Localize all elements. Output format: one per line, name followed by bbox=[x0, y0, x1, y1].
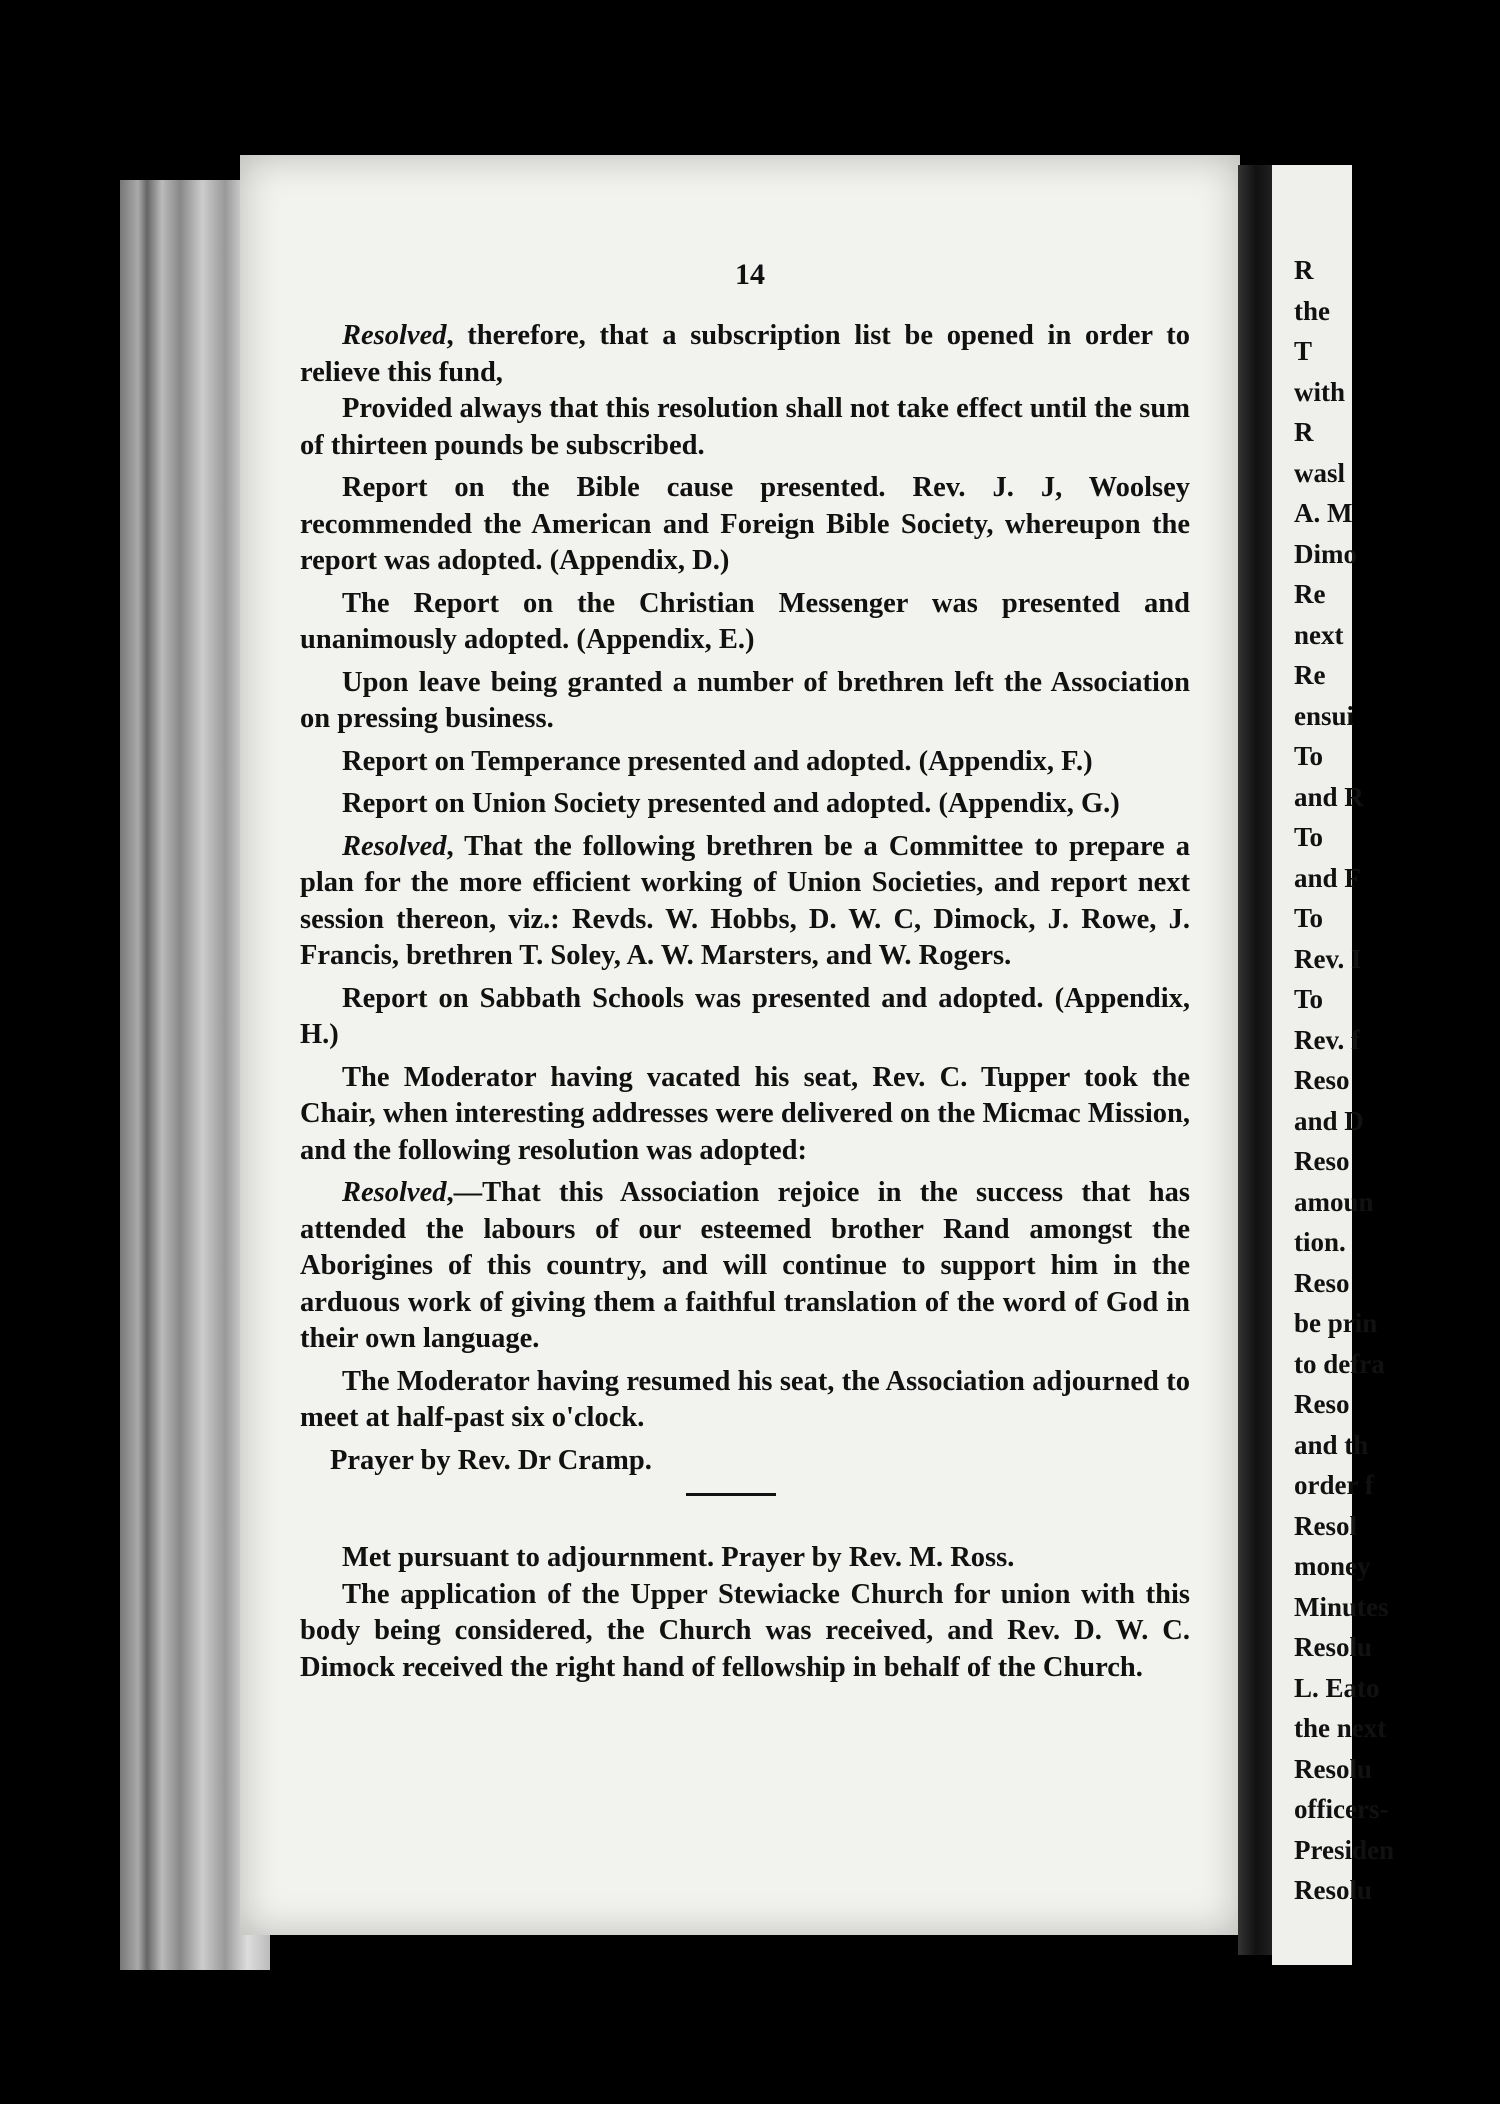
paragraph-text: Report on Temperance presented and adopted. (Appendix, F.) bbox=[342, 745, 1093, 777]
next-page-fragment: Reso bbox=[1294, 1389, 1350, 1419]
next-page-fragment: money bbox=[1294, 1551, 1371, 1581]
book-gutter bbox=[1238, 165, 1274, 1955]
paragraph-text: , therefore, that a subscription list be opened in order to relieve this fund, bbox=[300, 320, 1190, 388]
next-page-fragment: and th bbox=[1294, 1429, 1369, 1460]
resolved-lead: Resolved bbox=[342, 1177, 447, 1208]
next-page-fragment: wasl bbox=[1294, 457, 1346, 488]
paragraph bbox=[300, 744, 1190, 781]
paragraph-text: Provided always that this resolution shall not take effect until the sum of thirteen pounds be subscribed. bbox=[300, 393, 1190, 461]
resolved-lead: Resolved bbox=[342, 320, 447, 351]
next-page-fragment: Dimo bbox=[1294, 538, 1357, 569]
main-text bbox=[300, 318, 1190, 1479]
next-page-fragment: amoun bbox=[1294, 1186, 1374, 1217]
paragraph bbox=[300, 1364, 1190, 1437]
paragraph bbox=[300, 470, 1190, 580]
paragraph bbox=[300, 1443, 1190, 1480]
next-page-fragment: be prin bbox=[1294, 1308, 1378, 1338]
paragraph bbox=[300, 786, 1190, 823]
paragraph-text: Report on Sabbath Schools was presented and adopted. (Appendix, H.) bbox=[300, 982, 1190, 1050]
next-page-fragment: To bbox=[1294, 984, 1324, 1014]
next-page-fragment: ensui bbox=[1294, 700, 1355, 731]
paragraph: The application of the Upper Stewiacke Church for union with this body being considered, the Church was received, and Rev. D. W. C. Dimock received the right hand of fellowship in behalf of the Church. bbox=[300, 1578, 1190, 1683]
next-page-fragment: Resolu bbox=[1294, 1875, 1373, 1905]
next-page-fragment: and F bbox=[1294, 862, 1361, 893]
next-page-fragment: Resolu bbox=[1294, 1753, 1373, 1784]
paragraph-text: The Moderator having resumed his seat, the Association adjourned to meet at half-past six o'clock. bbox=[300, 1365, 1190, 1433]
paragraph bbox=[300, 829, 1190, 975]
next-page-fragment: Re bbox=[1294, 660, 1326, 690]
section-divider bbox=[686, 1493, 776, 1496]
next-page-fragment: officers- bbox=[1294, 1794, 1389, 1824]
next-page-fragment: Re bbox=[1294, 579, 1326, 609]
next-page-fragment: Reso bbox=[1294, 1267, 1350, 1298]
page-number: 14 bbox=[735, 258, 765, 291]
paragraph bbox=[300, 1060, 1190, 1170]
next-page-fragment: Rev. I bbox=[1294, 943, 1362, 974]
paragraph-text: , That the following brethren be a Committee to prepare a plan for the more efficient working of Union Societies, and report next session thereon, viz.: Revds. W. Hobbs, D. W. C, Dimock, J. Rowe, J. Francis, brethren T. Soley, A. W. Marsters, and W. Rogers. bbox=[300, 830, 1190, 971]
next-page-fragment: Resolu bbox=[1294, 1632, 1373, 1662]
paragraph bbox=[300, 318, 1190, 391]
next-page-fragment: Reso bbox=[1294, 1146, 1350, 1176]
paragraph-text: Report on the Bible cause presented. Rev. J. J, Woolsey recommended the American and Foreign Bible Society, whereupon the report was adopted. (Appendix, D.) bbox=[300, 472, 1190, 576]
next-page-fragment: Resol bbox=[1294, 1510, 1357, 1541]
paragraph bbox=[300, 981, 1190, 1054]
paragraph-text: Prayer by Rev. Dr Cramp. bbox=[330, 1444, 652, 1476]
next-page-fragment: Rev. f bbox=[1294, 1024, 1360, 1055]
paragraph-text: Upon leave being granted a number of brethren left the Association on pressing business. bbox=[300, 666, 1190, 734]
paragraph bbox=[300, 586, 1190, 659]
paragraph-text: Report on Union Society presented and adopted. (Appendix, G.) bbox=[342, 788, 1120, 819]
next-page-fragment: next bbox=[1294, 619, 1344, 650]
paragraph-text: ,—That this Association rejoice in the success that has attended the labours of our esteemed brother Rand amongst the Aborigines of this country, and will continue to support him in the arduous work of giving them a faithful translation of the word of God in their own language. bbox=[300, 1177, 1190, 1354]
paragraph-text: The Report on the Christian Messenger was presented and unanimously adopted. (Appendix, E.) bbox=[300, 587, 1190, 655]
next-page-fragment: Presiden bbox=[1294, 1834, 1394, 1865]
next-page-fragment: To bbox=[1294, 903, 1324, 933]
next-page-fragment: A. M bbox=[1294, 498, 1353, 528]
next-page-fragment: with bbox=[1294, 376, 1346, 407]
next-page-fragment: Reso bbox=[1294, 1065, 1350, 1095]
paragraph bbox=[300, 665, 1190, 738]
next-page-fragment: To bbox=[1294, 741, 1324, 771]
next-page-fragment: the next bbox=[1294, 1713, 1387, 1743]
next-page-fragment: T bbox=[1294, 336, 1313, 366]
paragraph: Met pursuant to adjournment. Prayer by Rev. M. Ross. bbox=[342, 1542, 1015, 1573]
next-page-edge bbox=[1272, 165, 1394, 1965]
next-page-fragment: R bbox=[1294, 417, 1314, 447]
paragraph-text: The Moderator having vacated his seat, Rev. C. Tupper took the Chair, when interesting addresses were delivered on the Micmac Mission, and the following resolution was adopted: bbox=[300, 1061, 1190, 1166]
next-page-fragment: Minutes bbox=[1294, 1591, 1389, 1622]
next-page-fragment: L. Eato bbox=[1294, 1672, 1380, 1703]
next-page-fragment: and D bbox=[1294, 1105, 1364, 1136]
next-page-fragment: and R bbox=[1294, 781, 1364, 812]
paragraph bbox=[300, 391, 1190, 464]
next-page-fragment: tion. bbox=[1294, 1227, 1346, 1257]
next-page-fragment: R bbox=[1294, 255, 1314, 285]
paragraph bbox=[300, 1175, 1190, 1358]
next-page-fragment: to defra bbox=[1294, 1348, 1385, 1379]
evening-session-text bbox=[300, 1540, 1190, 1686]
next-page-fragment: order f bbox=[1294, 1470, 1374, 1500]
next-page-fragment: To bbox=[1294, 822, 1324, 852]
next-page-fragment: the bbox=[1294, 295, 1330, 326]
resolved-lead: Resolved bbox=[342, 830, 447, 862]
